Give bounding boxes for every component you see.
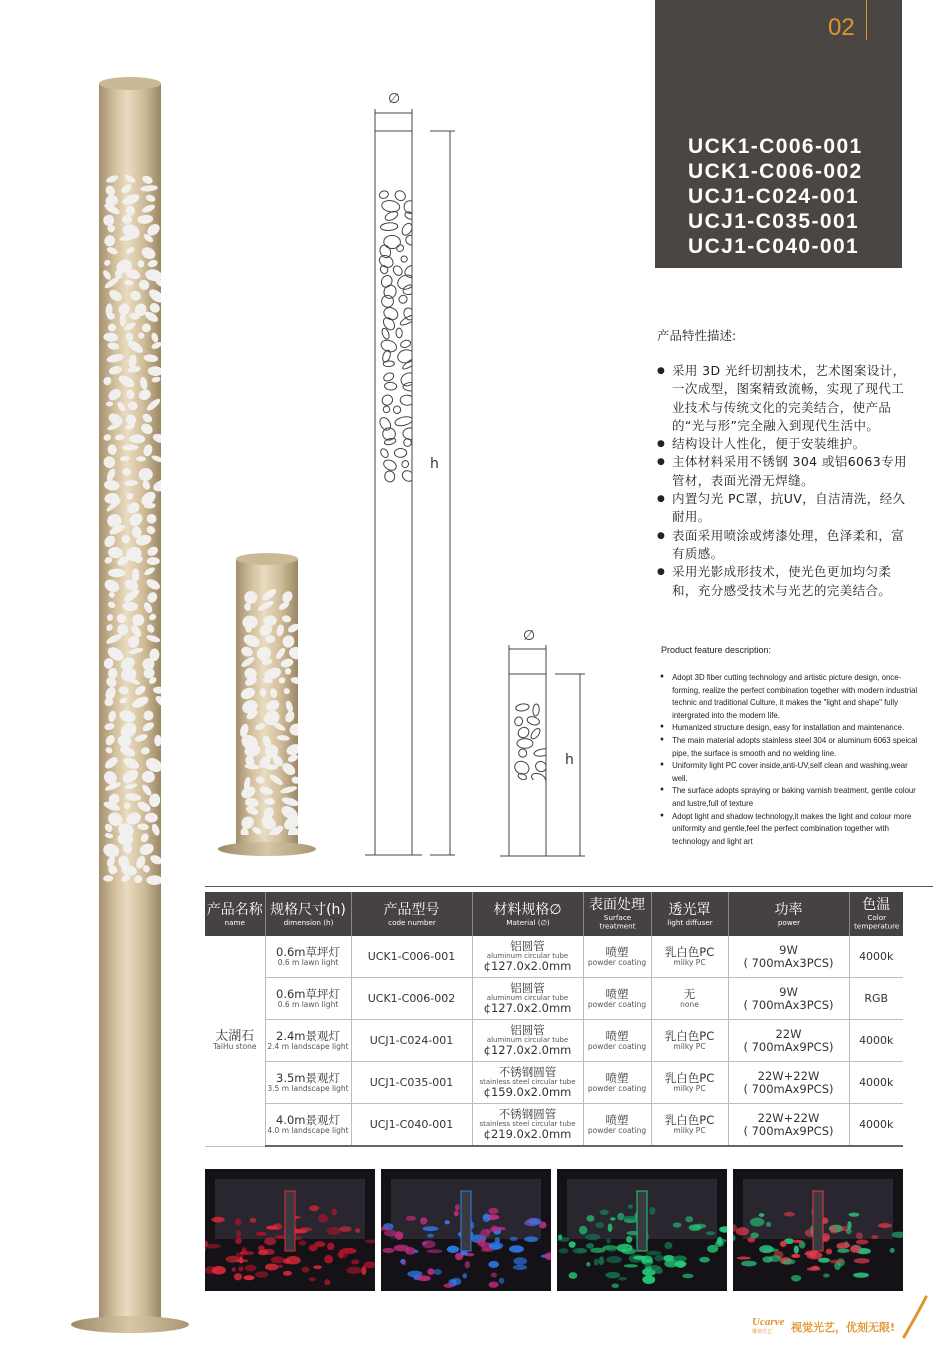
table-row (205, 1020, 903, 1062)
technical-drawing-short (495, 628, 595, 868)
model-list (688, 134, 863, 259)
en-feature-item: ● The surface adopts spraying or baking varnish treatment, gentle colour and lustre,full of texture (660, 784, 921, 809)
en-feature-item: ● Humanized structure design, easy for installation and maintenance. (660, 721, 921, 734)
product-group-name: 太湖石 TaiHu stone (205, 936, 265, 1146)
cell-power: 22W+22W ( 700mAx9PCS) (728, 1104, 849, 1147)
cell-color-temp: 4000k (849, 1104, 903, 1147)
en-feature-list (660, 671, 918, 847)
cn-feature-item: ● 主体材料采用不锈钢 304 或铝6063专用管材，表面光滑无焊缝。 (657, 453, 917, 490)
header-material: 材料规格∅ Material (∅) (472, 892, 583, 936)
cn-feature-item: ● 表面采用喷涂或烤漆处理，色泽柔和，富有质感。 (657, 527, 917, 564)
model-code: UCK1-C006-002 (688, 160, 863, 183)
cn-feature-item: ● 采用光影成形技术，使光色更加均匀柔和，充分感受技术与光艺的完美结合。 (657, 563, 917, 600)
lighting-effect-photo (205, 1169, 375, 1291)
cell-power: 22W ( 700mAx9PCS) (728, 1020, 849, 1062)
cell-material: 不锈钢圆管 stainless steel circular tube ¢219.0x2.0mm (472, 1104, 583, 1147)
en-feature-item: ● The main material adopts stainless steel 304 or aluminum 6063 speical pipe, the surface is smooth and no welding line. (660, 734, 921, 759)
brand-logo-sub: 雕刻光艺 (752, 1329, 773, 1335)
page-number-divider (866, 0, 867, 40)
cell-diffuser: 乳白色PC milky PC (651, 1104, 728, 1147)
cn-feature-item: ● 结构设计人性化，便于安装维护。 (657, 435, 917, 453)
cn-feature-item: ● 采用 3D 光纤切割技术，艺术图案设计，一次成型，图案精致流畅，实现了现代工业技术与传统文化的完美结合，使产品的“光与形”完全融入到现代生活中。 (657, 362, 917, 435)
en-feature-item: ● Uniformity light PC cover inside,anti-UV,self clean and washing,wear well. (660, 759, 921, 784)
model-code: UCK1-C006-001 (688, 135, 863, 158)
tall-pole-cap (99, 77, 161, 90)
cell-code: UCJ1-C024-001 (351, 1020, 472, 1062)
cn-description-title: 产品特性描述: (657, 328, 737, 343)
cell-material: 不锈钢圆管 stainless steel circular tube ¢159.0x2.0mm (472, 1062, 583, 1104)
short-pole-cap (236, 553, 298, 565)
cell-dimension: 2.4m景观灯 2.4 m landscape light (265, 1020, 351, 1062)
cell-color-temp: 4000k (849, 1062, 903, 1104)
cell-surface: 喷塑 powder coating (583, 936, 651, 978)
table-header-row (205, 892, 903, 936)
cell-diffuser: 无 none (651, 978, 728, 1020)
cell-surface: 喷塑 powder coating (583, 1062, 651, 1104)
cell-material: 铝圆管 aluminum circular tube ¢127.0x2.0mm (472, 936, 583, 978)
cell-surface: 喷塑 powder coating (583, 1020, 651, 1062)
cell-power: 9W ( 700mAx3PCS) (728, 936, 849, 978)
height-label: h (565, 752, 574, 768)
en-feature-item: ● Adopt light and shadow technology,it makes the light and colour more uniformity and gentle,feel the perfect combination together with technology and light art (660, 810, 921, 848)
page-number: 02 (828, 14, 855, 41)
cell-diffuser: 乳白色PC milky PC (651, 1062, 728, 1104)
brush-stroke-icon (900, 1295, 930, 1340)
table-row (205, 978, 903, 1020)
table-row (205, 936, 903, 978)
cell-color-temp: 4000k (849, 1020, 903, 1062)
short-pole-pattern (236, 585, 298, 835)
cell-code: UCK1-C006-001 (351, 936, 472, 978)
model-code: UCJ1-C024-001 (688, 185, 860, 208)
table-top-rule (205, 886, 933, 887)
footer-slogan: 视觉光艺，优刻无限! (791, 1321, 896, 1334)
tall-pole-pattern (99, 170, 161, 890)
cell-color-temp: 4000k (849, 936, 903, 978)
spec-table (205, 892, 903, 1147)
cell-code: UCJ1-C035-001 (351, 1062, 472, 1104)
table-row (205, 1062, 903, 1104)
cn-feature-list (657, 362, 917, 600)
tall-pole-base (71, 1316, 189, 1333)
brand-logo: Ucarve (752, 1316, 785, 1328)
cell-power: 22W+22W ( 700mAx9PCS) (728, 1062, 849, 1104)
height-label: h (430, 456, 439, 472)
en-feature-item: ● Adopt 3D fiber cutting technology and artistic picture design, once-forming, realize the perfect combination together with modern industrial technic and traditional Culture, it makes the "light and shape" fully intergrated into the modern life. (660, 671, 921, 721)
en-description-title: Product feature description: (661, 645, 772, 655)
model-code: UCJ1-C035-001 (688, 210, 860, 233)
header-name: 产品名称 name (205, 892, 265, 936)
cn-feature-item: ● 内置匀光 PC罩，抗UV，自洁清洗，经久耐用。 (657, 490, 917, 527)
header-power: 功率 power (728, 892, 849, 936)
table-row (205, 1104, 903, 1147)
lighting-effect-photo (733, 1169, 903, 1291)
cell-code: UCJ1-C040-001 (351, 1104, 472, 1147)
cell-color-temp: RGB (849, 978, 903, 1020)
cell-code: UCK1-C006-002 (351, 978, 472, 1020)
cell-dimension: 3.5m景观灯 3.5 m landscape light (265, 1062, 351, 1104)
lighting-effect-photo (557, 1169, 727, 1291)
header-diffuser: 透光罩 light diffuser (651, 892, 728, 936)
cell-surface: 喷塑 powder coating (583, 1104, 651, 1147)
header-dimension: 规格尺寸(h) dimension (h) (265, 892, 351, 936)
spec-table-container (205, 892, 933, 1147)
cell-dimension: 4.0m景观灯 4.0 m landscape light (265, 1104, 351, 1147)
short-pole-base (218, 842, 316, 856)
cell-material: 铝圆管 aluminum circular tube ¢127.0x2.0mm (472, 978, 583, 1020)
header-surface: 表面处理 Surface treatment (583, 892, 651, 936)
cell-material: 铝圆管 aluminum circular tube ¢127.0x2.0mm (472, 1020, 583, 1062)
cell-power: 9W ( 700mAx3PCS) (728, 978, 849, 1020)
lighting-effect-photo (381, 1169, 551, 1291)
model-code: UCJ1-C040-001 (688, 235, 860, 258)
cell-dimension: 0.6m草坪灯 0.6 m lawn light (265, 978, 351, 1020)
header-code: 产品型号 code number (351, 892, 472, 936)
technical-drawing-tall (360, 85, 470, 865)
cell-diffuser: 乳白色PC milky PC (651, 936, 728, 978)
diameter-label: ∅ (388, 91, 401, 107)
cell-diffuser: 乳白色PC milky PC (651, 1020, 728, 1062)
diameter-label: ∅ (523, 628, 536, 644)
cell-surface: 喷塑 powder coating (583, 978, 651, 1020)
cell-dimension: 0.6m草坪灯 0.6 m lawn light (265, 936, 351, 978)
header-color-temp: 色温 Color temperature (849, 892, 903, 936)
